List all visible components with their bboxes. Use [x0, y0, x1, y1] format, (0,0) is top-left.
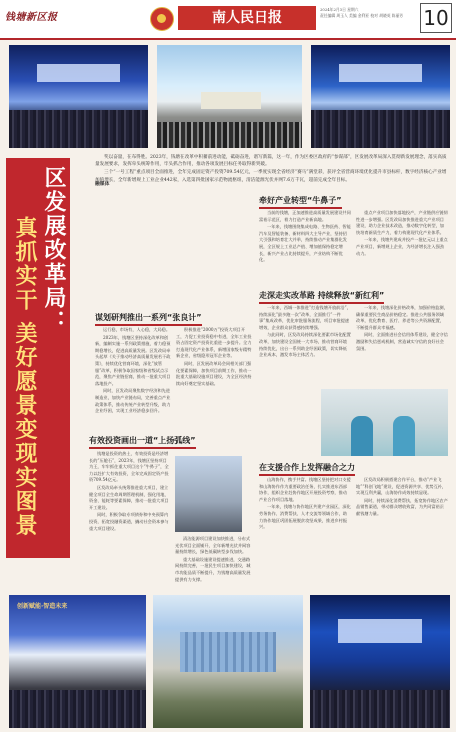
intro-paragraph: 三个“一号工程”重点项目全面推进，全年完成固定资产投资709.54亿元，一季度实现全省经济“赛马”满堂彩，获评全省营商环境优化提升市县标杆，数字经济核心产业增加值增长，全年新增规上工业企业442家，入选第四批国家示范物流枢纽，清洁能源光伏并网7.6万千瓦，超前完成全年目标。 — [95, 170, 447, 183]
paragraph: 同时，区发展改革局会同相关部门强化要素保障，加快项目前期工作，推动一批重大基础设施项目建设，为全区经济持续向好奠定坚实基础。 — [176, 360, 252, 386]
brand-name: 钱塘新区报 — [5, 12, 58, 23]
forum-photo — [311, 45, 450, 148]
masthead — [0, 0, 456, 40]
section-title-reform: 走深走实改革路 持续释放“新红利” — [259, 291, 385, 300]
section-text-reform-cont — [356, 305, 448, 385]
section-title-investment: 有效投资画出一道“上扬弧线” — [89, 436, 196, 445]
section-title-planning: 谋划研判推出一系列“张良计” — [95, 313, 202, 322]
paragraph: 山海协作，携手共富。钱塘区坚持把对口支援和山海协作作为重要政治任务，扎实推进东西部协作，组织企业赴协作地区开展投资考察，推动产业合作项目落地。 — [259, 477, 351, 502]
section-text-investment-cont — [175, 536, 251, 591]
paragraph: 同时，全面推进社会信用体系建设，健全守信激励和失信惩戒机制，营造诚实守信的良好社会氛围。 — [356, 332, 448, 351]
paragraph: 同时，积极争取专项债券和中央预算内投资，拓宽投融资渠道，撬动社会资本参与重大项目建设。 — [89, 512, 169, 531]
stage-screen — [37, 64, 120, 83]
paragraph: 运行稳，市场有，人心稳，大局稳。 — [103, 327, 171, 332]
intro-paragraphs — [95, 154, 450, 185]
paragraph: 一年来，西城一体推进“打造钱塘开放前沿”，持续深化“最多跑一次”改革，全面推行“一件事”集成改革，优化审批服务流程，项目审批提速增效，企业群众获得感持续增强。 — [259, 305, 351, 330]
paragraph: 与此同时，区发改局持续深化要素市场化配置改革，加快建设全国统一大市场，推动营商环境持续优化，出台一系列助企纾困政策，切实降低企业成本，激发市场主体活力。 — [259, 332, 351, 358]
section-text-cooperation — [259, 477, 351, 591]
issue-meta — [320, 7, 418, 19]
page-number: 10 — [420, 3, 452, 33]
worker-figure — [393, 416, 415, 456]
solar-factory-photo — [153, 595, 303, 728]
stage-screen — [339, 64, 422, 83]
paragraph: 钱塘是投资的热土，有效投资是经济增长的“压舱石”，2023年，钱塘区坚持项目为王，牢牢抓住重大项目这个“牛鼻子”，全力以赴扩大有效投资，全年完成固定资产投资709.54亿元。 — [89, 451, 169, 483]
lab-workers-photo — [321, 389, 448, 456]
aerial-building-photo — [175, 456, 242, 532]
paragraph: 一年来，钱塘共建成并投产一批亿元以上重点产业项目，新增规上企业，为经济增长注入强劲动力。 — [356, 237, 448, 256]
worker-figure — [351, 416, 373, 456]
paragraph: 2023年，钱塘区坚持深化改革和创新，编制实施一系列政策措施，着力稳预期稳增长，促进高质量发展。区发改局牵头起草《关于推动经济高质量发展若干政策》，持续优化营商环境，深化“放管服”改革，积极争取国家级和省级试点示范，聚焦产业链招商，推动一批重大项目落地投产。 — [95, 334, 171, 386]
event-banner: 创新赋能·智造未来 — [17, 603, 68, 610]
section-title-cooperation: 在支援合作上发挥融合之力 — [259, 463, 355, 472]
audience — [9, 110, 148, 148]
section-title-industry: 牵好产业转型“牛鼻子” — [259, 196, 342, 205]
section-text-planning — [95, 327, 171, 429]
solar-roof — [180, 632, 276, 672]
headline-line-1: 区发展改革局： — [41, 166, 66, 334]
paragraph: 重点产业项目加快落地投产，产业链供应链韧性进一步增强。区发改局加快推进重大产业项目建设，助力企业技术改造，推动数字化转型，加快培育新质生产力，着力构建现代化产业体系。 — [356, 210, 448, 235]
section-text-planning-cont — [176, 327, 252, 429]
emblem-icon — [150, 7, 174, 31]
event-stage — [201, 92, 262, 108]
paragraph: 一年来，钱塘围绕集成电路、生物医药、智能汽车及智能装备、新材料四大主导产业，坚持招大引强和培育壮大并举，持续推动产业集群化发展，全区规上工业总产值、增加值保持稳定增长，新兴产业占比持续提升，产业结构不断优化。 — [259, 224, 351, 263]
paragraph: 一年来，钱塘与协作地区共建产业园区，深化劳务协作、消费帮扶、人才交流等领域合作，助力协作地区巩固拓展脱贫攻坚成果，推进乡村振兴。 — [259, 504, 351, 530]
audience — [9, 690, 146, 728]
issue-date: 2024年2月3日 星期六 — [320, 7, 359, 12]
section-text-industry-cont — [356, 210, 448, 286]
editor-credits: 责任编辑 周玉人 美编 金利亚 校对 胡晓英 陈丽芳 — [320, 13, 404, 18]
paper-name: 南人民日报 — [178, 6, 316, 30]
paragraph: 区发改局牵头统筹推进重大项目，建立健全项目全生命周期管理机制，强化用地、资金、能耗等要素保障，推动一批重大项目开工建设。 — [89, 484, 169, 510]
launch-event-photo — [9, 595, 146, 728]
audience — [310, 690, 450, 728]
paragraph: 区发改局积极搭建合作平台，推动“产业飞地”“科创飞地”建设，促进资源共享、优势互补，实现互利共赢，山海协作成效持续显现。 — [356, 477, 447, 496]
crowd — [157, 122, 302, 148]
audience — [311, 110, 450, 148]
groundbreaking-photo — [157, 45, 302, 148]
feature-headline — [6, 158, 70, 558]
paragraph: 清洁能源项目建设加快推进，分布式光伏项目全面铺开，全年新增光伏并网容量持续增长，绿色低碳转型步伐加快。 — [175, 536, 251, 555]
intro-paragraph: 奖以奋量，在布得胜。2023年，钱塘在改革中积蓄前进动能，砥砺奋进，谱写新篇，这一年，作为区委区政府的“参谋部”，区发展改革局深入贯彻新发展理念，落实高质量发展要求，发挥牵头统筹作用，牢头抓合作用，推动各项发展目标任务取得新突破。 — [95, 155, 447, 168]
section-text-industry — [259, 210, 351, 286]
section-text-investment — [89, 451, 169, 591]
paragraph: 同时，持续深化消费帮扶，拓宽协作地区农产品销售渠道，带动群众增收致富，为共同富裕贡献钱塘力量。 — [356, 497, 448, 516]
paragraph: 一年来，钱塘深化价格改革，加强价格监测，确保重要民生商品价格稳定。推进公共服务领域改革，优化教育、医疗、养老等公共资源配置，不断提升群众幸福感。 — [356, 305, 448, 330]
paragraph: 同时，区发改局聚焦数字经济和先进制造业，加快产业链布局，完善重点产业政策体系，推动传统产业转型升级，助力企业纾困，实现工业经济稳步回升。 — [95, 388, 171, 414]
signing-ceremony-photo — [310, 595, 450, 728]
paragraph: 积极推进“2000万”投资大项目开工，力促工业投资稳中有进，全年工业投资占固定资产投资比重进一步提升。全力打造现代化产业体系，新增国家级专精特新企业，省级隐形冠军企业等。 — [176, 327, 252, 359]
stage-screen — [338, 619, 422, 643]
paragraph: 重大基础设施建设提速推进，交通路网持续完善，一批民生项目加快建设，城市功能品质不断提升，为钱塘高质量发展提供有力支撑。 — [175, 556, 251, 582]
byline: 融媒体 — [95, 181, 110, 187]
section-text-cooperation-cont — [356, 477, 448, 591]
paragraph: 当前的钱塘，正加速推进高质量发展建设共同富裕示范区，着力打造产业新高地。 — [259, 210, 351, 222]
conference-photo — [9, 45, 148, 148]
headline-line-2: 真抓实干 美好愿景变现实图景 — [12, 216, 37, 538]
